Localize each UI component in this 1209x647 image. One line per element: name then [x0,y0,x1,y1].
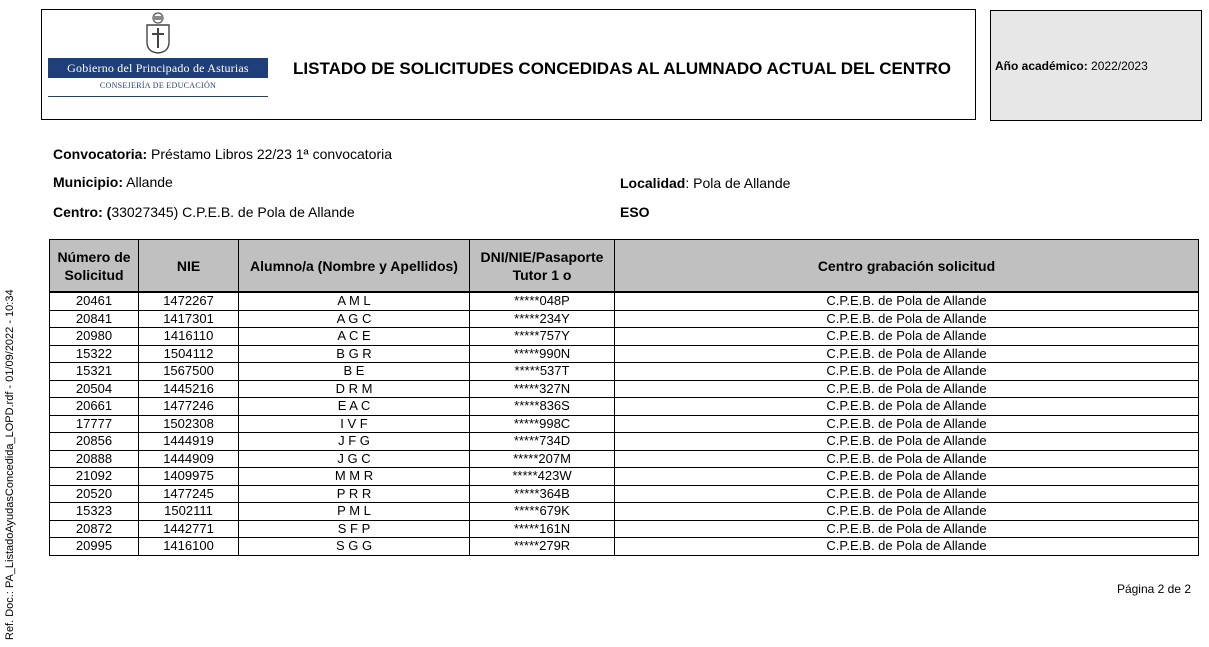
table-row [50,415,1199,433]
col-header-solicitud: Número de Solicitud [50,240,139,293]
table-row [50,292,1199,310]
cell-alumno: A C E [239,328,470,346]
cell-dni-tutor: *****990N [470,345,615,363]
cell-solicitud: 21092 [50,468,139,486]
cell-nie: 1409975 [139,468,239,486]
cell-nie: 1567500 [139,363,239,381]
cell-dni-tutor: *****234Y [470,310,615,328]
academic-year-box [990,10,1202,121]
nivel-line [620,204,650,220]
coat-of-arms-icon [144,12,172,54]
table-body [50,292,1199,555]
document-header [41,9,976,120]
cell-solicitud: 20461 [50,292,139,310]
cell-centro: C.P.E.B. de Pola de Allande [615,380,1199,398]
table-row [50,485,1199,503]
centro-value: 33027345) C.P.E.B. de Pola de Allande [111,204,355,220]
cell-nie: 1477246 [139,398,239,416]
cell-nie: 1477245 [139,485,239,503]
cell-dni-tutor: *****048P [470,292,615,310]
academic-year-label: Año académico: [995,59,1088,73]
logo-main-text: Gobierno del Principado de Asturias [48,58,268,78]
localidad-line [620,175,790,191]
cell-solicitud: 15323 [50,503,139,521]
cell-alumno: P M L [239,503,470,521]
cell-solicitud: 20504 [50,380,139,398]
table-row [50,363,1199,381]
cell-centro: C.P.E.B. de Pola de Allande [615,468,1199,486]
cell-dni-tutor: *****207M [470,450,615,468]
cell-alumno: E A C [239,398,470,416]
table-row [50,450,1199,468]
cell-dni-tutor: *****423W [470,468,615,486]
table-row [50,380,1199,398]
municipio-value: Allande [126,174,173,190]
logo-sub-text: CONSEJERÍA DE EDUCACIÓN [99,81,217,90]
logo-divider [48,96,268,97]
cell-dni-tutor: *****537T [470,363,615,381]
col-header-centro: Centro grabación solicitud [615,240,1199,293]
table-row [50,328,1199,346]
cell-alumno: A M L [239,292,470,310]
cell-dni-tutor: *****757Y [470,328,615,346]
table-row [50,398,1199,416]
academic-year-value: 2022/2023 [1091,59,1148,73]
centro-label: Centro: ( [53,204,112,220]
cell-alumno: J G C [239,450,470,468]
cell-centro: C.P.E.B. de Pola de Allande [615,485,1199,503]
cell-alumno: D R M [239,380,470,398]
cell-centro: C.P.E.B. de Pola de Allande [615,345,1199,363]
cell-nie: 1442771 [139,520,239,538]
table-row [50,520,1199,538]
table-row [50,503,1199,521]
asturias-logo [48,12,268,102]
municipio-line [53,174,173,190]
cell-centro: C.P.E.B. de Pola de Allande [615,310,1199,328]
page-number: Página 2 de 2 [1116,582,1191,596]
cell-centro: C.P.E.B. de Pola de Allande [615,398,1199,416]
cell-nie: 1504112 [139,345,239,363]
solicitudes-table [49,239,1199,556]
cell-solicitud: 15321 [50,363,139,381]
convocatoria-line [53,146,392,162]
cell-dni-tutor: *****734D [470,433,615,451]
cell-solicitud: 20888 [50,450,139,468]
cell-centro: C.P.E.B. de Pola de Allande [615,415,1199,433]
cell-solicitud: 17777 [50,415,139,433]
cell-nie: 1502111 [139,503,239,521]
municipio-label: Municipio: [53,174,123,190]
table-row [50,468,1199,486]
cell-alumno: S G G [239,538,470,556]
cell-nie: 1444919 [139,433,239,451]
cell-alumno: M M R [239,468,470,486]
cell-centro: C.P.E.B. de Pola de Allande [615,292,1199,310]
cell-dni-tutor: *****161N [470,520,615,538]
cell-alumno: J F G [239,433,470,451]
table-row [50,310,1199,328]
cell-dni-tutor: *****998C [470,415,615,433]
table-header-row [50,240,1199,293]
cell-nie: 1416110 [139,328,239,346]
col-header-dni-tutor: DNI/NIE/Pasaporte Tutor 1 o [470,240,615,293]
cell-dni-tutor: *****279R [470,538,615,556]
table-row [50,345,1199,363]
convocatoria-value: Préstamo Libros 22/23 1ª convocatoria [151,146,392,162]
cell-centro: C.P.E.B. de Pola de Allande [615,328,1199,346]
cell-centro: C.P.E.B. de Pola de Allande [615,433,1199,451]
cell-nie: 1445216 [139,380,239,398]
cell-centro: C.P.E.B. de Pola de Allande [615,503,1199,521]
cell-nie: 1502308 [139,415,239,433]
cell-alumno: B G R [239,345,470,363]
cell-solicitud: 20661 [50,398,139,416]
cell-solicitud: 20520 [50,485,139,503]
nivel-value: ESO [620,204,650,220]
table-row [50,433,1199,451]
localidad-value: : Pola de Allande [685,175,791,191]
cell-alumno: B E [239,363,470,381]
cell-alumno: A G C [239,310,470,328]
cell-alumno: P R R [239,485,470,503]
centro-line [53,204,355,220]
cell-centro: C.P.E.B. de Pola de Allande [615,450,1199,468]
col-header-nie: NIE [139,240,239,293]
convocatoria-label: Convocatoria: [53,146,148,162]
col-header-alumno: Alumno/a (Nombre y Apellidos) [239,240,470,293]
cell-centro: C.P.E.B. de Pola de Allande [615,538,1199,556]
cell-dni-tutor: *****327N [470,380,615,398]
cell-solicitud: 20980 [50,328,139,346]
cell-dni-tutor: *****679K [470,503,615,521]
cell-solicitud: 15322 [50,345,139,363]
cell-solicitud: 20872 [50,520,139,538]
cell-nie: 1416100 [139,538,239,556]
cell-solicitud: 20856 [50,433,139,451]
cell-dni-tutor: *****836S [470,398,615,416]
cell-nie: 1472267 [139,292,239,310]
cell-nie: 1417301 [139,310,239,328]
cell-alumno: I V F [239,415,470,433]
cell-nie: 1444909 [139,450,239,468]
cell-dni-tutor: *****364B [470,485,615,503]
cell-centro: C.P.E.B. de Pola de Allande [615,520,1199,538]
cell-alumno: S F P [239,520,470,538]
table-row [50,538,1199,556]
cell-centro: C.P.E.B. de Pola de Allande [615,363,1199,381]
cell-solicitud: 20841 [50,310,139,328]
cell-solicitud: 20995 [50,538,139,556]
academic-year [995,59,1148,73]
document-reference: Ref. Doc.: PA_ListadoAyudasConcedida_LOPD.rdf - 01/09/2022 - 10:34 [4,289,16,640]
localidad-label: Localidad [620,175,686,191]
page-title: LISTADO DE SOLICITUDES CONCEDIDAS AL ALUMNADO ACTUAL DEL CENTRO [293,59,951,78]
